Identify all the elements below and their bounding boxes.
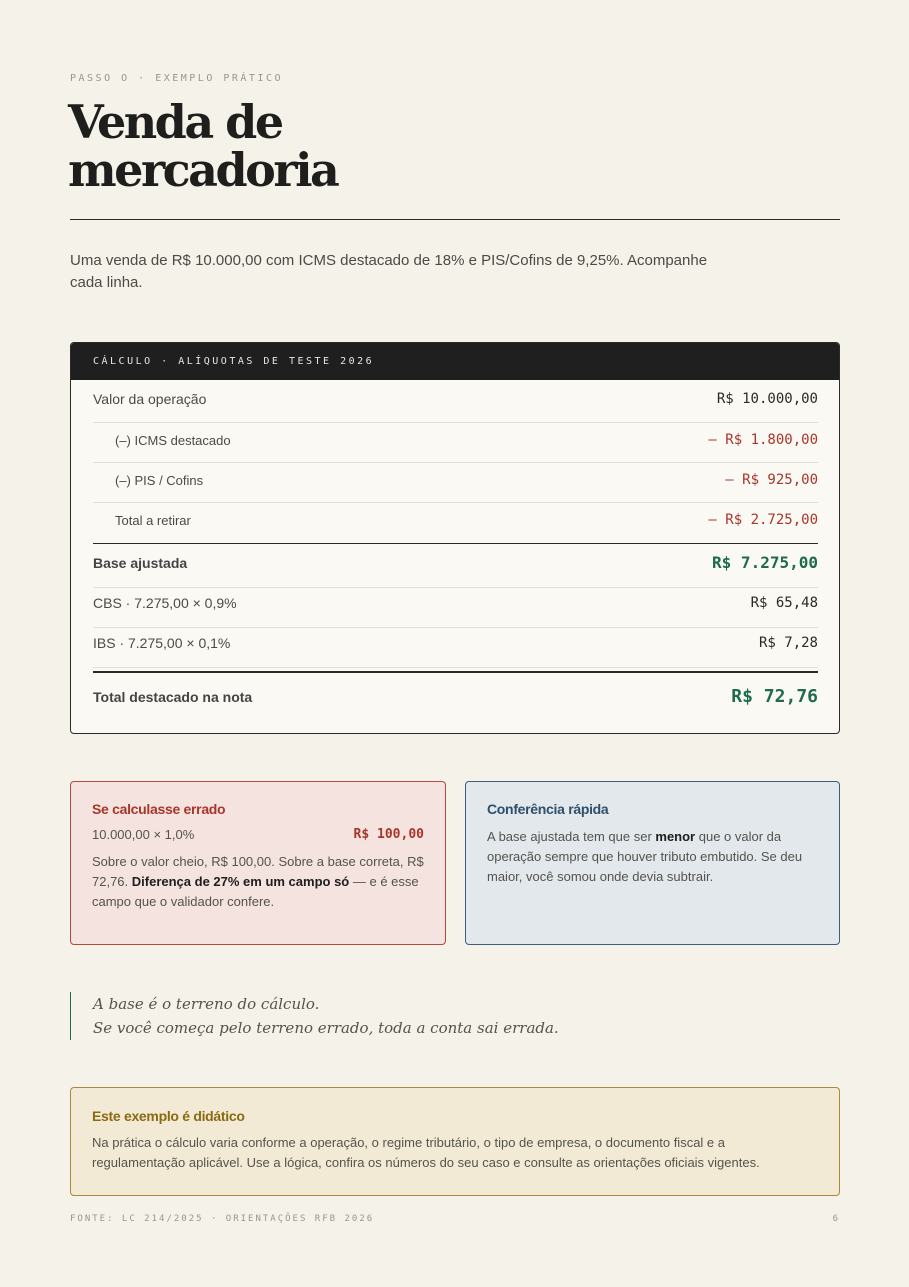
calculation-header: CÁLCULO · ALÍQUOTAS DE TESTE 2026 [71,343,839,380]
card-text [92,852,424,912]
quote-line-2: Se você começa pelo terreno errado, toda a conta sai errada. [93,1019,559,1037]
row-amount: R$ 65,48 [750,595,818,611]
row-amount: R$ 72,76 [731,686,818,707]
card-text-emphasis: menor [655,829,696,844]
row-divider [93,543,818,544]
row-amount: R$ 7.275,00 [712,553,818,572]
card-text-part: Sobre o valor cheio, R$ 100,00. Sobre a base correta, R$ 72,76. [92,854,424,889]
wrong-amount: R$ 100,00 [353,827,424,842]
didactic-note [70,1087,840,1196]
row-label: (–) ICMS destacado [115,432,231,448]
page-number: 6 [832,1214,840,1224]
calculation-table [70,342,840,734]
row-amount: – R$ 925,00 [725,472,818,488]
pull-quote [70,992,559,1040]
row-pis-cofins [93,472,818,488]
wrong-formula-line [92,827,424,842]
row-total-withdraw [93,512,818,528]
quick-check-card [465,781,840,945]
footer-source: FONTE: LC 214/2025 · ORIENTAÇÕES RFB 2026 [70,1214,375,1224]
row-label: (–) PIS / Cofins [115,472,204,488]
row-divider [93,587,818,588]
card-title: Se calculasse errado [92,801,226,817]
footer [70,1214,840,1224]
row-operation-value [93,391,818,407]
card-text-part: — e é esse campo que o validador confere. [92,874,419,909]
title-divider [70,219,840,220]
row-cbs [93,595,818,611]
row-label: IBS · 7.275,00 × 0,1% [93,635,231,651]
wrong-calculation-card [70,781,446,945]
quote-line-1: A base é o terreno do cálculo. [93,995,320,1013]
card-text-part: A base ajustada tem que ser [487,829,656,844]
title-line-1: Venda de [68,95,282,149]
row-amount: R$ 7,28 [758,635,818,651]
row-divider [93,627,818,628]
row-label: CBS · 7.275,00 × 0,9% [93,595,237,611]
row-adjusted-base [93,553,818,572]
total-divider [93,671,818,673]
row-ibs [93,635,818,651]
row-icms [93,432,818,448]
intro-text: Uma venda de R$ 10.000,00 com ICMS destacado de 18% e PIS/Cofins de 9,25%. Acompanhe cada linha. [70,252,708,291]
note-title: Este exemplo é didático [92,1108,245,1124]
row-divider [93,422,818,423]
row-label: Total destacado na nota [93,688,253,705]
row-amount: – R$ 2.725,00 [708,512,818,528]
row-divider [93,502,818,503]
row-label: Base ajustada [93,554,188,571]
row-label: Valor da operação [93,391,207,407]
wrong-formula: 10.000,00 × 1,0% [92,827,195,842]
title-line-2: mercadoria [68,143,338,197]
note-text: Na prática o cálculo varia conforme a operação, o regime tributário, o tipo de empresa, o documento fiscal e a regulamentação aplicável. Use a lógica, confira os números do seu caso e consulte as orientações oficiais vigentes. [92,1135,760,1170]
row-amount: R$ 10.000,00 [716,391,818,407]
row-total-invoice [93,686,818,707]
card-text-emphasis: Diferença de 27% em um campo só [131,874,350,889]
row-divider [93,462,818,463]
row-label: Total a retirar [115,512,191,528]
page-title [68,95,338,197]
card-title: Conferência rápida [487,801,609,817]
card-text-part: que o valor da operação sempre que houver tributo embutido. Se deu maior, você somou onde devia subtrair. [487,829,803,884]
row-divider [93,667,818,668]
card-text [487,827,818,887]
eyebrow: PASSO O · EXEMPLO PRÁTICO [70,73,284,84]
row-amount: – R$ 1.800,00 [708,432,818,448]
